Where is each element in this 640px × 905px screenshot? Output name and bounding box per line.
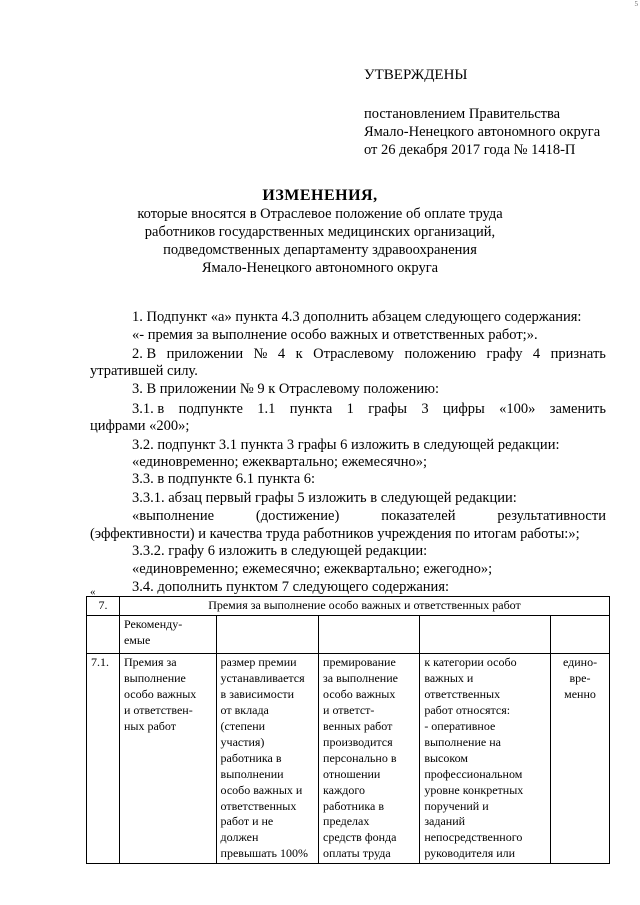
- bonus-name-cell: Премия за выполнение особо важных и ответствен- ных работ: [119, 653, 216, 863]
- amendment-table: [86, 596, 610, 864]
- p31-word: графы: [368, 401, 407, 417]
- subtitle-line-1: которые вносятся в Отраслевое положение об оплате труда: [137, 206, 503, 222]
- p2-word: 4: [532, 346, 541, 362]
- p31-word: заменить: [549, 401, 606, 417]
- corner-mark: 5: [634, 0, 638, 8]
- approval-line-2: Ямало-Ненецкого автономного округа: [364, 124, 601, 140]
- paragraph-2-cont: утратившей силу.: [90, 363, 198, 379]
- paragraph-3-3-1-cont: (эффективности) и качества труда работников учреждения по итогам работы:»;: [90, 526, 580, 542]
- paragraph-1-quote: «- премия за выполнение особо важных и ответственных работ;».: [132, 327, 538, 343]
- p2-word: 2. В: [132, 346, 157, 362]
- subtitle-line-3: подведомственных департаменту здравоохранения: [163, 242, 477, 258]
- empty-cell: [319, 615, 420, 653]
- paragraph-3-2: 3.2. подпункт 3.1 пункта 3 графы 6 изложить в следующей редакции:: [132, 437, 560, 453]
- p2-word: приложении: [166, 346, 244, 362]
- paragraph-3-3-2: 3.3.2. графу 6 изложить в следующей редакции:: [132, 543, 428, 559]
- section-title-cell: Премия за выполнение особо важных и ответственных работ: [119, 597, 609, 616]
- empty-cell: [216, 615, 318, 653]
- paragraph-3-3: 3.3. в подпункте 6.1 пункта 6:: [132, 471, 316, 487]
- row-number: 7.: [87, 597, 120, 616]
- approval-heading: УТВЕРЖДЕНЫ: [364, 67, 468, 83]
- bonus-category-cell: к категории особо важных и ответственных работ относятся: - оперативное выполнение на высоком профессиональном уровне конкретных поручений и заданий непосредственного руководителя или: [420, 653, 551, 863]
- p31-word: 3: [421, 401, 429, 417]
- subtitle-line-2: работников государственных медицинских организаций,: [144, 224, 496, 240]
- p2-word: №: [253, 346, 268, 362]
- bonus-size-cell: размер премии устанавливается в зависимости от вклада (степени участия) работника в выполнении особо важных и ответственных работ и не должен превышать 100%: [216, 653, 318, 863]
- p331-word: результативности: [497, 508, 606, 524]
- table-row: [87, 597, 610, 616]
- paragraph-3-1-cont: цифрами «200»;: [90, 418, 190, 434]
- p2-word: к: [295, 346, 303, 362]
- paragraph-3-2-quote: «единовременно; ежеквартально; ежемесячно»;: [132, 454, 428, 470]
- bonus-procedure-cell: премирование за выполнение особо важных и ответст- венных работ производится персонально в отношении каждого работника в пределах средств фонда оплаты труда: [319, 653, 420, 863]
- p331-word: «выполнение: [132, 508, 215, 524]
- row-number: 7.1.: [87, 653, 120, 863]
- p31-word: подпункте: [178, 401, 243, 417]
- p31-word: пункта: [289, 401, 333, 417]
- table-row: [87, 653, 610, 863]
- empty-cell: [551, 615, 610, 653]
- document-title: ИЗМЕНЕНИЯ,: [262, 187, 378, 204]
- paragraph-3: 3. В приложении № 9 к Отраслевому положению:: [132, 381, 439, 397]
- approval-line-1: постановлением Правительства: [364, 106, 561, 122]
- paragraph-3-3-1: 3.3.1. абзац первый графы 5 изложить в следующей редакции:: [132, 490, 517, 506]
- bonus-periodicity-cell: едино- вре- менно: [551, 653, 610, 863]
- p2-word: положению: [404, 346, 477, 362]
- p2-word: 4: [277, 346, 286, 362]
- subtitle-line-4: Ямало-Ненецкого автономного округа: [201, 260, 439, 276]
- open-quote: «: [90, 586, 96, 598]
- p2-word: Отраслевому: [313, 346, 395, 362]
- p31-word: «100»: [499, 401, 536, 417]
- paragraph-3-1: [132, 401, 606, 418]
- paragraph-3-3-1-quote: [132, 508, 606, 525]
- p331-word: показателей: [381, 508, 456, 524]
- p2-word: графу: [486, 346, 523, 362]
- paragraph-3-3-2-quote: «единовременно; ежемесячно; ежеквартально; ежегодно»;: [132, 561, 493, 577]
- recommended-label: Рекоменду- емые: [119, 615, 216, 653]
- p31-word: 1: [346, 401, 354, 417]
- p31-word: 3.1. в: [132, 401, 165, 417]
- empty-cell: [87, 615, 120, 653]
- table-row: [87, 615, 610, 653]
- paragraph-3-4: 3.4. дополнить пунктом 7 следующего содержания:: [132, 579, 450, 595]
- p31-word: 1.1: [257, 401, 276, 417]
- approval-line-3: от 26 декабря 2017 года № 1418-П: [364, 142, 576, 158]
- paragraph-1: 1. Подпункт «а» пункта 4.3 дополнить абзацем следующего содержания:: [132, 309, 582, 325]
- paragraph-2: [132, 346, 606, 363]
- p31-word: цифры: [442, 401, 485, 417]
- p331-word: (достижение): [255, 508, 340, 524]
- p2-word: признать: [550, 346, 606, 362]
- empty-cell: [420, 615, 551, 653]
